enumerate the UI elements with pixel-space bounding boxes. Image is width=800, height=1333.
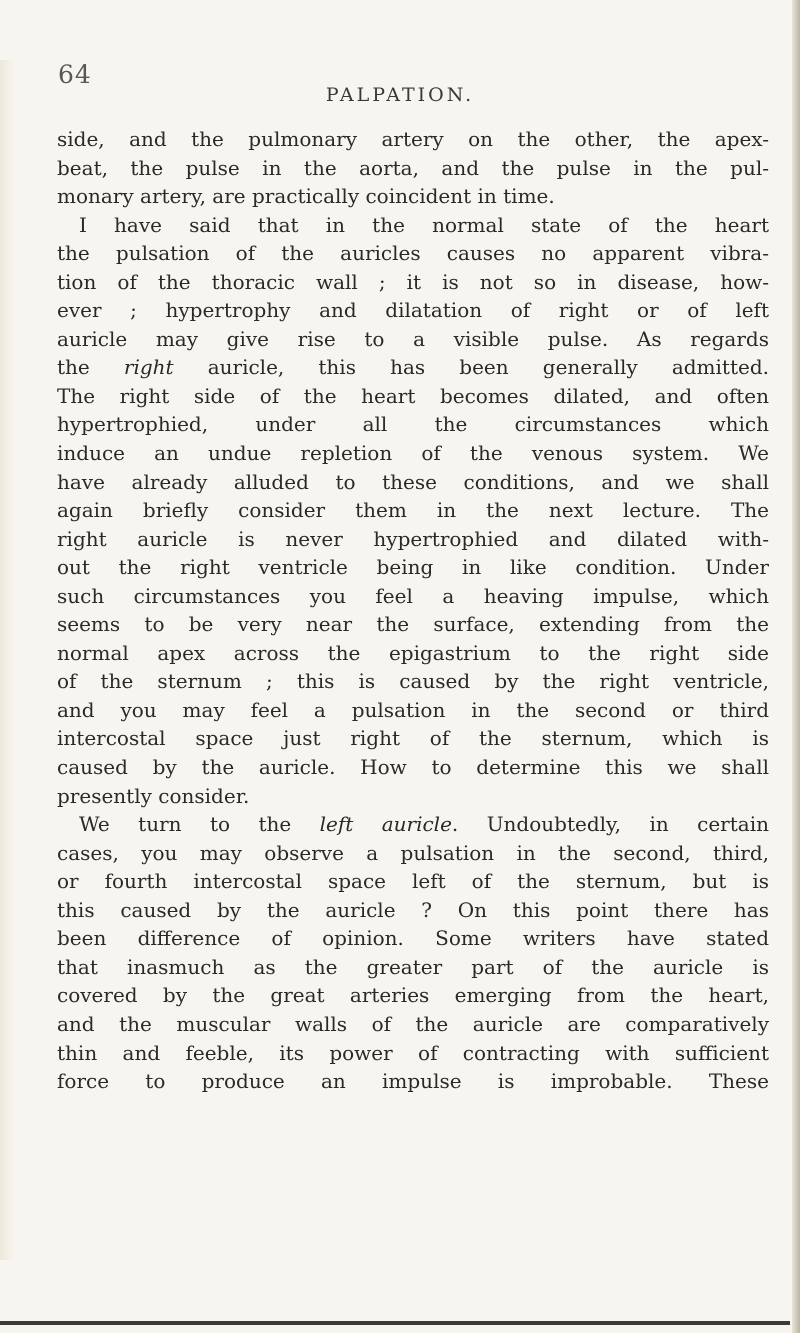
text-line [57,353,769,382]
text-line: been difference of opinion. Some writers have stated [57,926,769,951]
text-line: such circumstances you feel a heaving impulse, which [57,583,769,608]
text-span: auricle, this has been generally admitted. [173,355,769,380]
text-line: ever ; hypertrophy and dilatation of right or of left [57,298,769,323]
text-line: out the right ventricle being in like condition. Under [57,555,769,580]
text-line: presently consider. [57,783,250,808]
text-line: hypertrophied, under all the circumstances which [57,412,769,437]
text-line: I have said that in the normal state of the heart [79,212,769,237]
page-gutter-shadow [0,60,14,1260]
text-line: beat, the pulse in the aorta, and the pulse in the pul- [57,155,769,180]
text-line: this caused by the auricle ? On this point there has [57,897,769,922]
text-span: the [57,355,124,380]
text-line: or fourth intercostal space left of the sternum, but is [57,869,769,894]
text-line: that inasmuch as the greater part of the auricle is [57,954,769,979]
text-line: monary artery, are practically coincident in time. [57,184,555,209]
text-span: We turn to the [79,812,320,837]
text-span: . Undoubtedly, in certain [451,812,769,837]
text-line: intercostal space just right of the sternum, which is [57,726,769,751]
text-line: induce an undue repletion of the venous system. We [57,441,769,466]
text-line: The right side of the heart becomes dilated, and often [57,383,769,408]
text-line: seems to be very near the surface, extending from the [57,612,769,637]
page-header [0,60,800,104]
body-text [57,125,769,1096]
text-line: right auricle is never hypertrophied and dilated with- [57,526,769,551]
text-line: caused by the auricle. How to determine this we shall [57,755,769,780]
text-line [57,810,769,839]
text-line: and you may feel a pulsation in the second or third [57,697,769,722]
text-line: again briefly consider them in the next lecture. The [57,498,769,523]
italic-text: right [123,355,174,380]
text-line: side, and the pulmonary artery on the other, the apex- [57,127,769,151]
text-line: the pulsation of the auricles causes no apparent vibra- [57,241,769,266]
text-line: auricle may give rise to a visible pulse. As regards [57,326,769,351]
text-line: and the muscular walls of the auricle are comparatively [57,1011,769,1036]
text-line: tion of the thoracic wall ; it is not so in disease, how- [57,269,769,294]
text-line: have already alluded to these conditions, and we shall [57,469,769,494]
text-line: cases, you may observe a pulsation in the second, third, [57,840,769,865]
page-bottom-rule [0,1321,790,1325]
text-line: of the sternum ; this is caused by the right ventricle, [57,669,769,694]
italic-text: left auricle [319,812,452,837]
text-line: thin and feeble, its power of contracting with sufficient [57,1040,769,1065]
text-line: force to produce an impulse is improbable. These [57,1069,769,1094]
page-edge [792,0,800,1333]
text-line: normal apex across the epigastrium to the right side [57,640,769,665]
page-number: 64 [58,60,92,89]
text-line: covered by the great arteries emerging from the heart, [57,983,769,1008]
running-head: PALPATION. [325,84,475,106]
